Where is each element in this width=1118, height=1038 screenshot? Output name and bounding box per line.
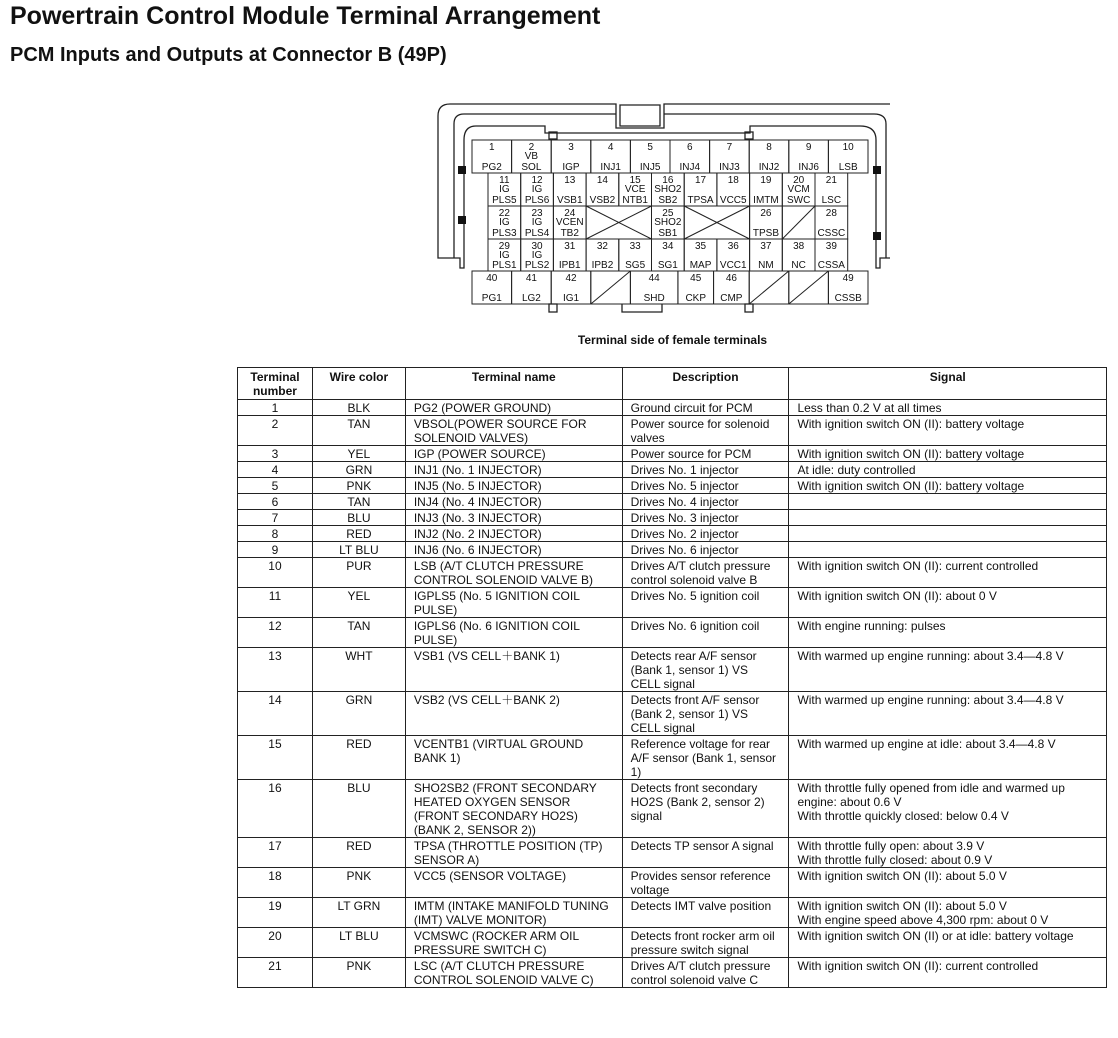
terminal-pin-number: 9	[805, 142, 812, 153]
terminal-pin-label: PLS3	[492, 228, 517, 239]
header-signal: Signal	[789, 368, 1107, 400]
terminal-pin-label: SB1	[658, 228, 678, 239]
description-cell: Drives No. 2 injector	[622, 526, 789, 542]
wire-color-cell: YEL	[312, 588, 405, 618]
terminal-name-cell: INJ2 (No. 2 INJECTOR)	[405, 526, 622, 542]
signal-cell: With ignition switch ON (II): about 5.0 V	[789, 868, 1107, 898]
terminal-pin-number: 40	[486, 273, 498, 284]
terminal-pin-label: PLS2	[524, 260, 550, 271]
table-row	[238, 558, 1107, 588]
terminal-pin-label: IGP	[562, 162, 580, 173]
signal-cell	[789, 526, 1107, 542]
terminal-pin-number: 28	[825, 208, 837, 219]
terminal-name-cell: VBSOL(POWER SOURCE FOR SOLENOID VALVES)	[405, 416, 622, 446]
wire-color-cell: TAN	[312, 494, 405, 510]
empty-cavity-slash	[789, 271, 829, 304]
signal-cell: With engine running: pulses	[789, 618, 1107, 648]
terminal-name-cell: VCMSWC (ROCKER ARM OIL PRESSURE SWITCH C)	[405, 928, 622, 958]
terminal-pin-number: 30	[531, 241, 543, 252]
terminal-name-cell: IGPLS5 (No. 5 IGNITION COIL PULSE)	[405, 588, 622, 618]
wire-color-cell: RED	[312, 838, 405, 868]
page-title: Powertrain Control Module Terminal Arrangement	[10, 2, 601, 30]
table-row	[238, 898, 1107, 928]
terminal-pin-top-label: IG	[531, 250, 543, 261]
terminal-number-cell: 21	[238, 958, 313, 988]
key-mark	[458, 216, 466, 224]
header-wire-color: Wire color	[312, 368, 405, 400]
terminal-name-cell: LSC (A/T CLUTCH PRESSURE CONTROL SOLENOID VALVE C)	[405, 958, 622, 988]
signal-cell	[789, 494, 1107, 510]
terminal-pin-number: 49	[842, 273, 854, 284]
terminal-pin-label: IG1	[562, 293, 580, 304]
terminal-pin-number: 34	[662, 241, 674, 252]
terminal-pin-label: NTB1	[622, 195, 648, 206]
terminal-pin-number: 26	[760, 208, 772, 219]
terminal-pin-label: CSSA	[817, 260, 845, 271]
terminal-name-cell: IGPLS6 (No. 6 IGNITION COIL PULSE)	[405, 618, 622, 648]
terminal-pin-label: VCC5	[719, 195, 747, 206]
terminal-name-cell: INJ5 (No. 5 INJECTOR)	[405, 478, 622, 494]
terminal-number-cell: 15	[238, 736, 313, 780]
table-row	[238, 446, 1107, 462]
table-row	[238, 526, 1107, 542]
terminal-pin-label: PLS4	[524, 228, 550, 239]
table-row	[238, 958, 1107, 988]
terminal-pin-top-label: SHO2	[654, 217, 682, 228]
terminal-number-cell: 7	[238, 510, 313, 526]
terminal-pin-label: INJ2	[758, 162, 780, 173]
table-row	[238, 542, 1107, 558]
terminal-pin-number: 29	[498, 241, 510, 252]
housing-top-tab	[620, 105, 660, 126]
terminal-pin-number: 17	[694, 175, 707, 186]
key-mark	[458, 166, 466, 174]
terminal-pin-label: NC	[791, 260, 806, 271]
terminal-pin-number: 22	[498, 208, 510, 219]
terminal-pin-number: 36	[727, 241, 739, 252]
signal-cell: With ignition switch ON (II): about 0 V	[789, 588, 1107, 618]
wire-color-cell: BLK	[312, 400, 405, 416]
terminal-pin-number: 38	[793, 241, 805, 252]
terminal-pin-number: 11	[499, 175, 510, 186]
terminal-name-cell: INJ6 (No. 6 INJECTOR)	[405, 542, 622, 558]
terminal-pin-top-label: IG	[531, 184, 543, 195]
signal-cell: With throttle fully opened from idle and warmed up engine: about 0.6 V With throttle quickly closed: below 0.4 V	[789, 780, 1107, 838]
terminal-pin-label: MAP	[689, 260, 712, 271]
header-terminal-name: Terminal name	[405, 368, 622, 400]
terminal-pin-label: IPB2	[591, 260, 614, 271]
terminal-pin-label: IMTM	[753, 195, 779, 206]
wire-color-cell: LT BLU	[312, 542, 405, 558]
terminal-pin-label: PLS5	[492, 195, 517, 206]
table-header-row	[238, 368, 1107, 400]
terminal-pin-label: VSB1	[556, 195, 583, 206]
description-cell: Detects front secondary HO2S (Bank 2, sensor 2) signal	[622, 780, 789, 838]
terminal-pin-number: 15	[629, 175, 641, 186]
terminal-pin-label: CMP	[720, 293, 743, 304]
table-row	[238, 838, 1107, 868]
terminal-pin-label: CKP	[685, 293, 707, 304]
terminal-name-cell: VCENTB1 (VIRTUAL GROUND BANK 1)	[405, 736, 622, 780]
table-row	[238, 618, 1107, 648]
terminal-pin-label: TB2	[560, 228, 579, 239]
terminal-pin-label: SG1	[657, 260, 678, 271]
terminal-number-cell: 13	[238, 648, 313, 692]
terminal-number-cell: 10	[238, 558, 313, 588]
description-cell: Detects TP sensor A signal	[622, 838, 789, 868]
terminal-pin-number: 14	[596, 175, 609, 186]
terminal-pin-number: 6	[687, 142, 693, 153]
terminal-name-cell: TPSA (THROTTLE POSITION (TP) SENSOR A)	[405, 838, 622, 868]
latch-left-bottom	[549, 304, 557, 312]
signal-cell: With throttle fully open: about 3.9 V With throttle fully closed: about 0.9 V	[789, 838, 1107, 868]
description-cell: Power source for PCM	[622, 446, 789, 462]
terminal-pin-top-label: VCEN	[555, 217, 584, 228]
terminal-number-cell: 16	[238, 780, 313, 838]
terminal-number-cell: 18	[238, 868, 313, 898]
terminal-number-cell: 17	[238, 838, 313, 868]
description-cell: Drives No. 3 injector	[622, 510, 789, 526]
wire-color-cell: YEL	[312, 446, 405, 462]
terminal-number-cell: 1	[238, 400, 313, 416]
terminal-pin-number: 2	[528, 142, 535, 153]
terminal-number-cell: 6	[238, 494, 313, 510]
terminal-number-cell: 14	[238, 692, 313, 736]
wire-color-cell: GRN	[312, 692, 405, 736]
terminal-pin-top-label: IG	[499, 217, 510, 228]
description-cell: Drives No. 6 injector	[622, 542, 789, 558]
terminal-number-cell: 12	[238, 618, 313, 648]
terminal-pin-number: 33	[629, 241, 641, 252]
terminal-pin-label: LG2	[521, 293, 541, 304]
terminal-pin-label: SOL	[521, 162, 542, 173]
description-cell: Drives A/T clutch pressure control solenoid valve C	[622, 958, 789, 988]
signal-cell: With ignition switch ON (II): current controlled	[789, 558, 1107, 588]
description-cell: Drives No. 1 injector	[622, 462, 789, 478]
signal-cell: With warmed up engine running: about 3.4—4.8 V	[789, 648, 1107, 692]
signal-cell: At idle: duty controlled	[789, 462, 1107, 478]
key-mark	[873, 166, 881, 174]
terminal-pin-label: TPSA	[687, 195, 714, 206]
terminal-pin-number: 10	[842, 142, 854, 153]
empty-cavity-slash	[749, 271, 789, 304]
terminal-name-cell: PG2 (POWER GROUND)	[405, 400, 622, 416]
terminal-number-cell: 2	[238, 416, 313, 446]
terminal-pin-number: 12	[531, 175, 543, 186]
connector-caption: Terminal side of female terminals	[577, 333, 768, 347]
signal-cell: With ignition switch ON (II): battery voltage	[789, 446, 1107, 462]
terminal-pin-label: PLS6	[524, 195, 550, 206]
terminal-pin-label: PLS1	[492, 260, 517, 271]
description-cell: Drives No. 5 injector	[622, 478, 789, 494]
table-row	[238, 736, 1107, 780]
terminal-pin-label: INJ6	[798, 162, 819, 173]
connector-diagram	[430, 100, 890, 318]
terminal-pin-label: SHD	[643, 293, 665, 304]
terminal-pin-top-label: VB	[524, 151, 539, 162]
description-cell: Power source for solenoid valves	[622, 416, 789, 446]
empty-cavity-slash	[782, 206, 815, 239]
terminal-pin-label: LSB	[838, 162, 858, 173]
terminal-pin-label: PG2	[481, 162, 502, 173]
signal-cell: With ignition switch ON (II): battery voltage	[789, 416, 1107, 446]
wire-color-cell: LT GRN	[312, 898, 405, 928]
terminal-pin-number: 42	[565, 273, 577, 284]
wire-color-cell: RED	[312, 526, 405, 542]
wire-color-cell: BLU	[312, 780, 405, 838]
terminal-pin-top-label: IG	[499, 250, 510, 261]
terminal-pin-label: LSC	[821, 195, 842, 206]
table-row	[238, 692, 1107, 736]
description-cell: Reference voltage for rear A/F sensor (Bank 1, sensor 1)	[622, 736, 789, 780]
terminal-pin-label: CSSC	[817, 228, 846, 239]
terminal-pin-label: SG5	[625, 260, 646, 271]
description-cell: Detects IMT valve position	[622, 898, 789, 928]
table-row	[238, 478, 1107, 494]
terminal-pin-label: NM	[758, 260, 774, 271]
terminal-name-cell: VCC5 (SENSOR VOLTAGE)	[405, 868, 622, 898]
description-cell: Drives No. 5 ignition coil	[622, 588, 789, 618]
table-row	[238, 928, 1107, 958]
terminal-table	[237, 367, 1107, 988]
signal-cell: With ignition switch ON (II): about 5.0 V With engine speed above 4,300 rpm: about 0 V	[789, 898, 1107, 928]
header-description: Description	[622, 368, 789, 400]
terminal-pin-number: 25	[662, 208, 674, 219]
signal-cell: With warmed up engine running: about 3.4—4.8 V	[789, 692, 1107, 736]
terminal-number-cell: 5	[238, 478, 313, 494]
table-row	[238, 416, 1107, 446]
terminal-name-cell: INJ1 (No. 1 INJECTOR)	[405, 462, 622, 478]
terminal-pin-label: INJ5	[639, 162, 661, 173]
page-subtitle: PCM Inputs and Outputs at Connector B (49P)	[10, 44, 447, 66]
signal-cell: With warmed up engine at idle: about 3.4—4.8 V	[789, 736, 1107, 780]
signal-cell	[789, 510, 1107, 526]
terminal-name-cell: IGP (POWER SOURCE)	[405, 446, 622, 462]
terminal-pin-label: VSB2	[589, 195, 616, 206]
terminal-name-cell: INJ3 (No. 3 INJECTOR)	[405, 510, 622, 526]
terminal-pin-number: 37	[760, 241, 772, 252]
empty-cavity-slash	[591, 271, 631, 304]
terminal-pin-number: 1	[489, 142, 495, 153]
terminal-name-cell: VSB1 (VS CELL＋BANK 1)	[405, 648, 622, 692]
terminal-name-cell: VSB2 (VS CELL＋BANK 2)	[405, 692, 622, 736]
terminal-pin-top-label: VCM	[787, 184, 810, 195]
wire-color-cell: PNK	[312, 868, 405, 898]
terminal-pin-label: VCC1	[719, 260, 747, 271]
terminal-name-cell: IMTM (INTAKE MANIFOLD TUNING (IMT) VALVE MONITOR)	[405, 898, 622, 928]
terminal-name-cell: LSB (A/T CLUTCH PRESSURE CONTROL SOLENOID VALVE B)	[405, 558, 622, 588]
terminal-pin-number: 7	[726, 142, 733, 153]
wire-color-cell: RED	[312, 736, 405, 780]
description-cell: Detects rear A/F sensor (Bank 1, sensor 1) VS CELL signal	[622, 648, 789, 692]
table-row	[238, 780, 1107, 838]
signal-cell: Less than 0.2 V at all times	[789, 400, 1107, 416]
terminal-pin-number: 44	[648, 273, 660, 284]
terminal-pin-label: INJ4	[679, 162, 701, 173]
table-row	[238, 400, 1107, 416]
description-cell: Detects front A/F sensor (Bank 2, sensor 1) VS CELL signal	[622, 692, 789, 736]
wire-color-cell: WHT	[312, 648, 405, 692]
terminal-pin-number: 21	[825, 175, 837, 186]
terminal-pin-number: 46	[725, 273, 737, 284]
terminal-pin-top-label: SHO2	[654, 184, 682, 195]
wire-color-cell: TAN	[312, 618, 405, 648]
terminal-pin-number: 19	[760, 175, 772, 186]
description-cell: Ground circuit for PCM	[622, 400, 789, 416]
terminal-name-cell: INJ4 (No. 4 INJECTOR)	[405, 494, 622, 510]
terminal-number-cell: 8	[238, 526, 313, 542]
terminal-pin-number: 3	[568, 142, 574, 153]
table-row	[238, 648, 1107, 692]
description-cell: Drives No. 4 injector	[622, 494, 789, 510]
terminal-pin-number: 41	[525, 273, 537, 284]
wire-color-cell: TAN	[312, 416, 405, 446]
description-cell: Drives No. 6 ignition coil	[622, 618, 789, 648]
description-cell: Detects front rocker arm oil pressure switch signal	[622, 928, 789, 958]
terminal-pin-label: INJ3	[719, 162, 740, 173]
wire-color-cell: PUR	[312, 558, 405, 588]
terminal-pin-number: 4	[607, 142, 614, 153]
description-cell: Provides sensor reference voltage	[622, 868, 789, 898]
table-row	[238, 588, 1107, 618]
terminal-pin-label: SB2	[658, 195, 678, 206]
terminal-pin-number: 8	[766, 142, 772, 153]
signal-cell	[789, 542, 1107, 558]
terminal-name-cell: SHO2SB2 (FRONT SECONDARY HEATED OXYGEN SENSOR (FRONT SECONDARY HO2S) (BANK 2, SENSOR 2))	[405, 780, 622, 838]
terminal-pin-top-label: VCE	[624, 184, 646, 195]
terminal-pin-number: 16	[662, 175, 674, 186]
wire-color-cell: PNK	[312, 478, 405, 494]
terminal-pin-number: 20	[793, 175, 805, 186]
terminal-pin-label: CSSB	[834, 293, 862, 304]
signal-cell: With ignition switch ON (II): current controlled	[789, 958, 1107, 988]
terminal-pin-label: TPSB	[752, 228, 780, 239]
signal-cell: With ignition switch ON (II): battery voltage	[789, 478, 1107, 494]
latch-right-bottom	[745, 304, 753, 312]
terminal-pin-number: 24	[564, 208, 576, 219]
wire-color-cell: GRN	[312, 462, 405, 478]
terminal-pin-number: 23	[531, 208, 543, 219]
table-row	[238, 868, 1107, 898]
terminal-number-cell: 11	[238, 588, 313, 618]
header-terminal-number: Terminal number	[238, 368, 313, 400]
table-row	[238, 462, 1107, 478]
wire-color-cell: BLU	[312, 510, 405, 526]
terminal-number-cell: 3	[238, 446, 313, 462]
terminal-number-cell: 19	[238, 898, 313, 928]
terminal-number-cell: 9	[238, 542, 313, 558]
terminal-pin-number: 39	[825, 241, 837, 252]
terminal-pin-number: 35	[694, 241, 707, 252]
terminal-pin-label: INJ1	[600, 162, 621, 173]
terminal-pin-label: PG1	[481, 293, 502, 304]
terminal-pin-number: 31	[564, 241, 576, 252]
table-row	[238, 494, 1107, 510]
terminal-pin-number: 5	[647, 142, 653, 153]
wire-color-cell: LT BLU	[312, 928, 405, 958]
terminal-number-cell: 4	[238, 462, 313, 478]
wire-color-cell: PNK	[312, 958, 405, 988]
signal-cell: With ignition switch ON (II) or at idle: battery voltage	[789, 928, 1107, 958]
table-row	[238, 510, 1107, 526]
housing-bottom-tab	[622, 304, 662, 312]
description-cell: Drives A/T clutch pressure control solenoid valve B	[622, 558, 789, 588]
terminal-pin-top-label: IG	[531, 217, 543, 228]
terminal-number-cell: 20	[238, 928, 313, 958]
terminal-pin-number: 18	[727, 175, 739, 186]
terminal-pin-number: 32	[596, 241, 609, 252]
terminal-pin-label: IPB1	[558, 260, 581, 271]
terminal-pin-number: 13	[564, 175, 576, 186]
key-mark	[873, 232, 881, 240]
terminal-pin-label: SWC	[786, 195, 811, 206]
terminal-pin-number: 45	[690, 273, 702, 284]
terminal-pin-top-label: IG	[499, 184, 510, 195]
